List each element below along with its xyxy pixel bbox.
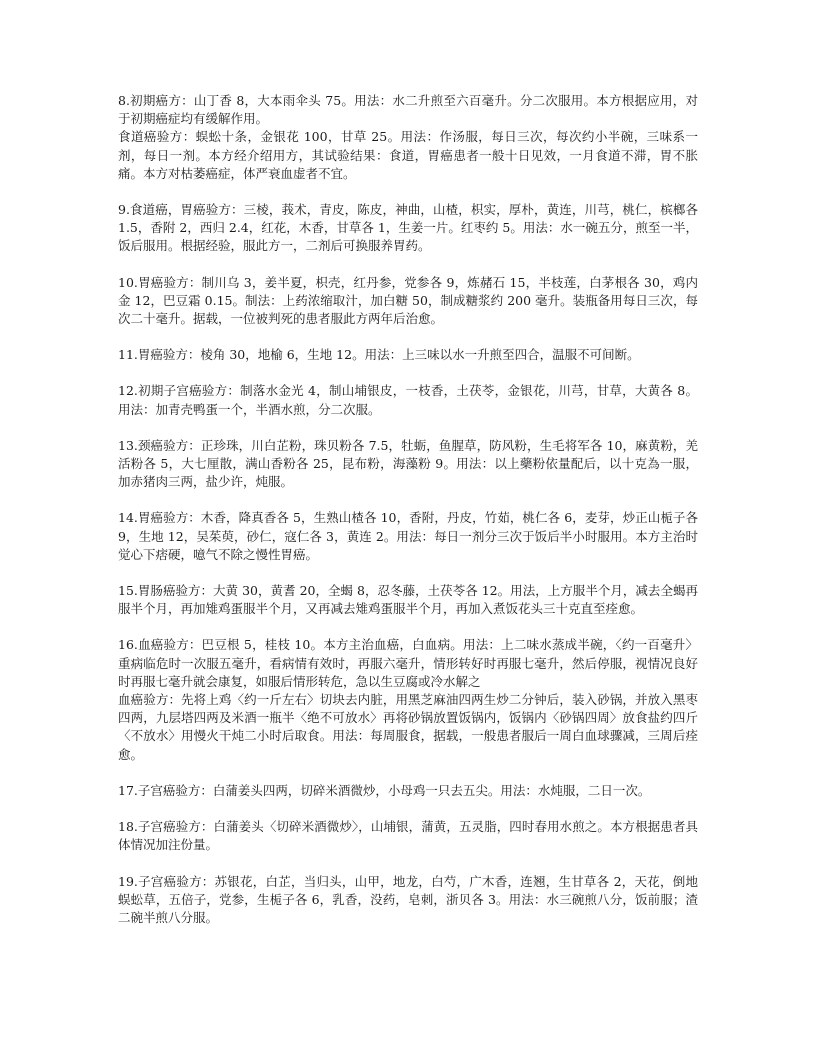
text-line: 血癌验方：先将上鸡〈约一斤左右〉切块去内脏，用黑芝麻油四两生炒二分钟后，装入砂锅，并放入黑枣四两，九层塔四两及米酒一瓶半〈绝不可放水〉再将砂锅放置饭锅内，饭锅内〈砂锅四周〉放食盐约四斤〈不放水〉用慢火干炖二小时后取食。用法：每周服食，据载，一般患者服后一周白血球骤减，三周后痊愈。 bbox=[118, 692, 698, 762]
paragraph-16 bbox=[118, 636, 698, 763]
paragraph-17 bbox=[118, 782, 698, 800]
text-line: 19.子宫癌验方：苏银花，白芷，当归头，山甲，地龙，白芍，广木香，连翘，生甘草各 2，天花，倒地蜈蚣草，五倍子，党参，生栀子各 6，乳香，没药，皂刺，浙贝各 3。用法：水三碗煎八分，饭前服；渣二碗半煎八分服。 bbox=[118, 873, 698, 925]
text-line: 15.胃肠癌验方：大黄 30，黄耆 20，全蝎 8，忍冬藤，土茯苓各 12。用法，上方服半个月，减去全蝎再服半个月，再加雉鸡蛋服半个月，又再减去雉鸡蛋服半个月，再加入煮饭花头三十克直至痊愈。 bbox=[118, 583, 698, 617]
paragraph-18 bbox=[118, 818, 698, 854]
text-line: 食道癌验方：蜈蚣十条，金银花 100，甘草 25。用法：作汤服，每日三次，每次约小半碗，三味系一剂，每日一剂。本方经介绍用方，其试验结果：食道，胃癌患者一般十日见效，一月食道不滞，胃不胀痛。本方对枯萎癌症，体严衰血虚者不宜。 bbox=[118, 129, 698, 181]
paragraph-8 bbox=[118, 92, 698, 183]
text-line: 14.胃癌验方：木香，降真香各 5，生熟山楂各 10，香附，丹皮，竹茹，桃仁各 6，麦芽，炒正山栀子各 9，生地 12，吴茱萸，砂仁，寇仁各 3，黄连 2。用法：每日一剂分三次于饭后半小时服用。本方主治时觉心下痞硬，噫气不除之慢性胃癌。 bbox=[118, 510, 698, 562]
text-line: 17.子宫癌验方：白蒲姜头四两，切碎米酒微炒，小母鸡一只去五尖。用法：水炖服，二日一次。 bbox=[118, 782, 651, 798]
paragraph-14 bbox=[118, 509, 698, 564]
text-line: 8.初期癌方：山丁香 8，大本雨伞头 75。用法：水二升煎至六百毫升。分二次服用。本方根据应用，对于初期癌症均有缓解作用。 bbox=[118, 93, 698, 127]
text-line: 10.胃癌验方：制川乌 3，姜半夏，枳壳，红丹参，党参各 9，炼赭石 15，半枝莲，白茅根各 30，鸡内金 12，巴豆霜 0.15。制法：上药浓缩取汁，加白糖 50，制成糖浆约 200 毫升。装瓶备用每日三次，每次二十毫升。据载，一位被判死的患者服此方两年后治愈。 bbox=[118, 274, 698, 327]
document-body bbox=[118, 92, 698, 945]
paragraph-9 bbox=[118, 201, 698, 256]
paragraph-15 bbox=[118, 582, 698, 618]
paragraph-10 bbox=[118, 274, 698, 329]
paragraph-12 bbox=[118, 382, 698, 418]
paragraph-11 bbox=[118, 346, 698, 364]
paragraph-19 bbox=[118, 873, 698, 928]
text-line: 13.颈癌验方：正珍珠，川白芷粉，珠贝粉各 7.5，牡蛎，鱼腥草，防风粉，生毛将军各 10，麻黄粉，羌活粉各 5，大七厘散，满山香粉各 25，昆布粉，海藻粉 9。用法：以上藥粉依量配后，以十克為一服，加赤猪肉三两，盐少许，炖服。 bbox=[118, 437, 698, 490]
text-line: 11.胃癌验方：棱角 30，地榆 6，生地 12。用法：上三味以水一升煎至四合，温服不可间断。 bbox=[118, 347, 640, 363]
text-line: 9.食道癌，胃癌验方：三棱，莪术，青皮，陈皮，神曲，山楂，枳实，厚朴，黄连，川芎，桃仁，槟榔各 1.5，香附 2，西归 2.4，红花，木香，甘草各 1，生姜一片。红枣约 5。用法：水一碗五分，煎至一半，饭后服用。根据经验，服此方一，二剂后可换服养胃药。 bbox=[118, 202, 698, 254]
text-line: 18.子宫癌验方：白蒲姜头〈切碎米酒微炒〉，山埔银，蒲黄，五灵脂，四时春用水煎之。本方根据患者具体情况加注份量。 bbox=[118, 819, 698, 853]
paragraph-13 bbox=[118, 437, 698, 492]
text-line: 12.初期子宫癌验方：制落水金光 4，制山埔银皮，一枝香，土茯苓，金银花，川芎，甘草，大黄各 8。用法：加青壳鸭蛋一个，半酒水煎，分二次服。 bbox=[118, 383, 698, 417]
text-line: 16.血癌验方：巴豆根 5，桂枝 10。本方主治血癌，白血病。用法：上二味水蒸成半碗，〈约一百毫升〉重病临危时一次服五毫升，看病情有效时，再服六毫升，情形转好时再服七毫升，然后停服，视情况良好时再服七毫升就会康复，如服后情形转危，急以生豆腐或冷水解之 bbox=[118, 637, 698, 689]
